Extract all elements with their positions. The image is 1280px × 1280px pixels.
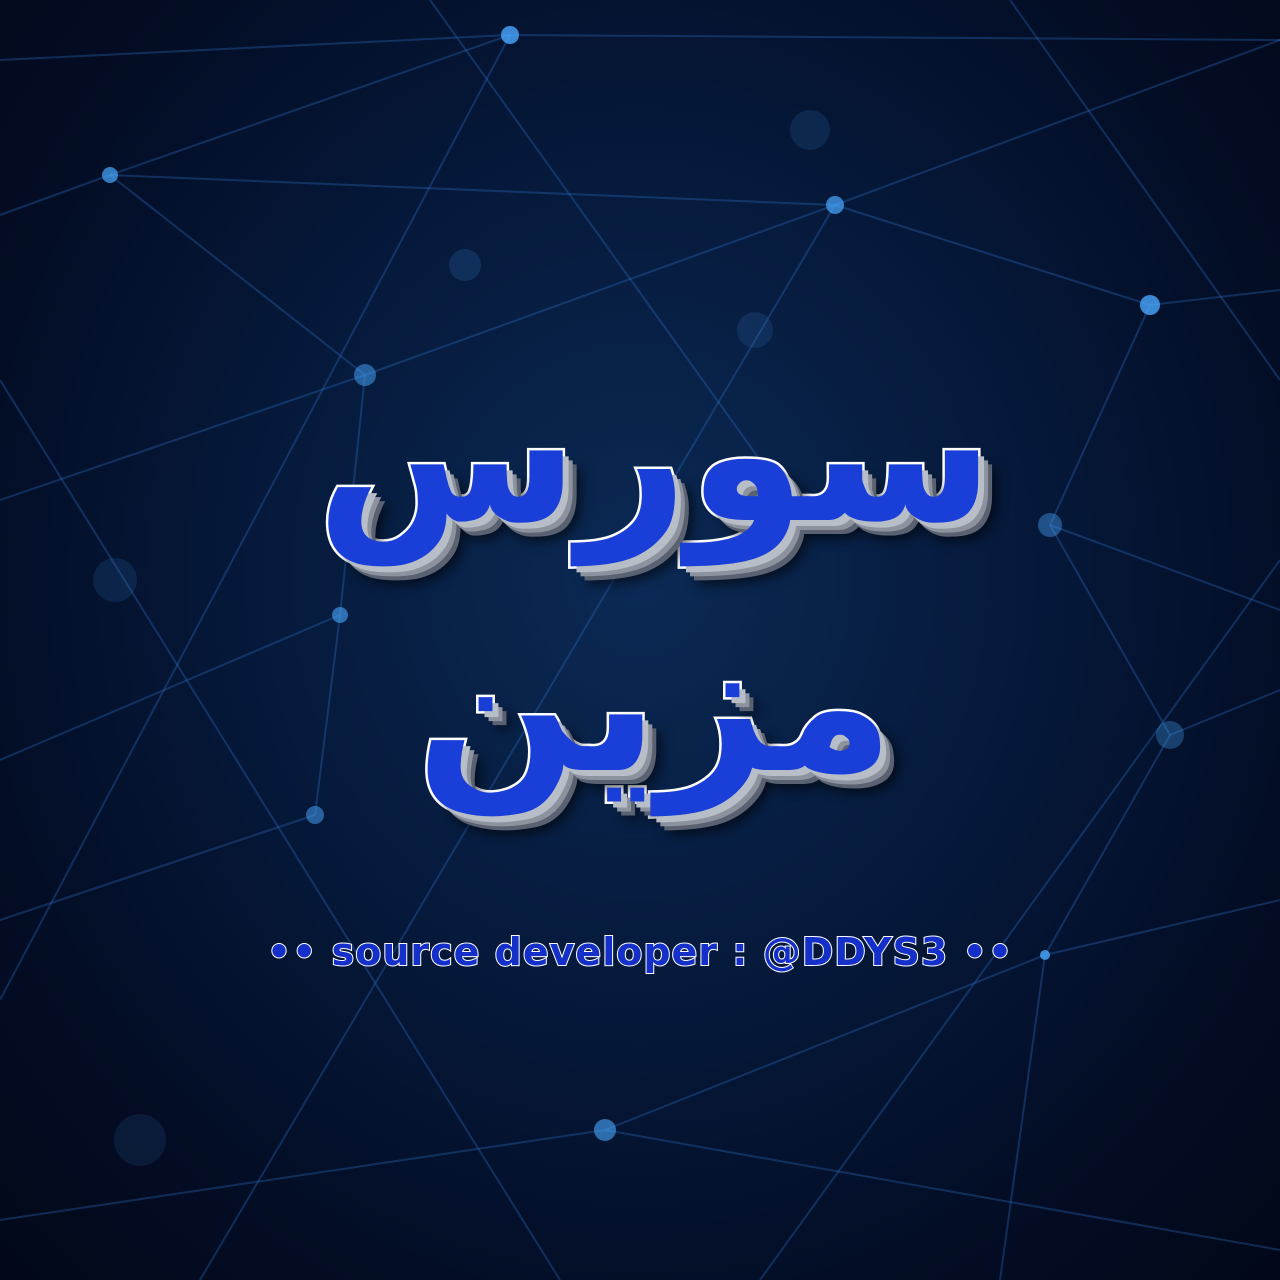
developer-credit: •• source developer : @DDYS3 •• [266,930,1014,974]
logo-title-line-1: سورس [316,344,994,565]
logo [290,344,1020,850]
logo-title-line-2: مزين [415,594,895,815]
